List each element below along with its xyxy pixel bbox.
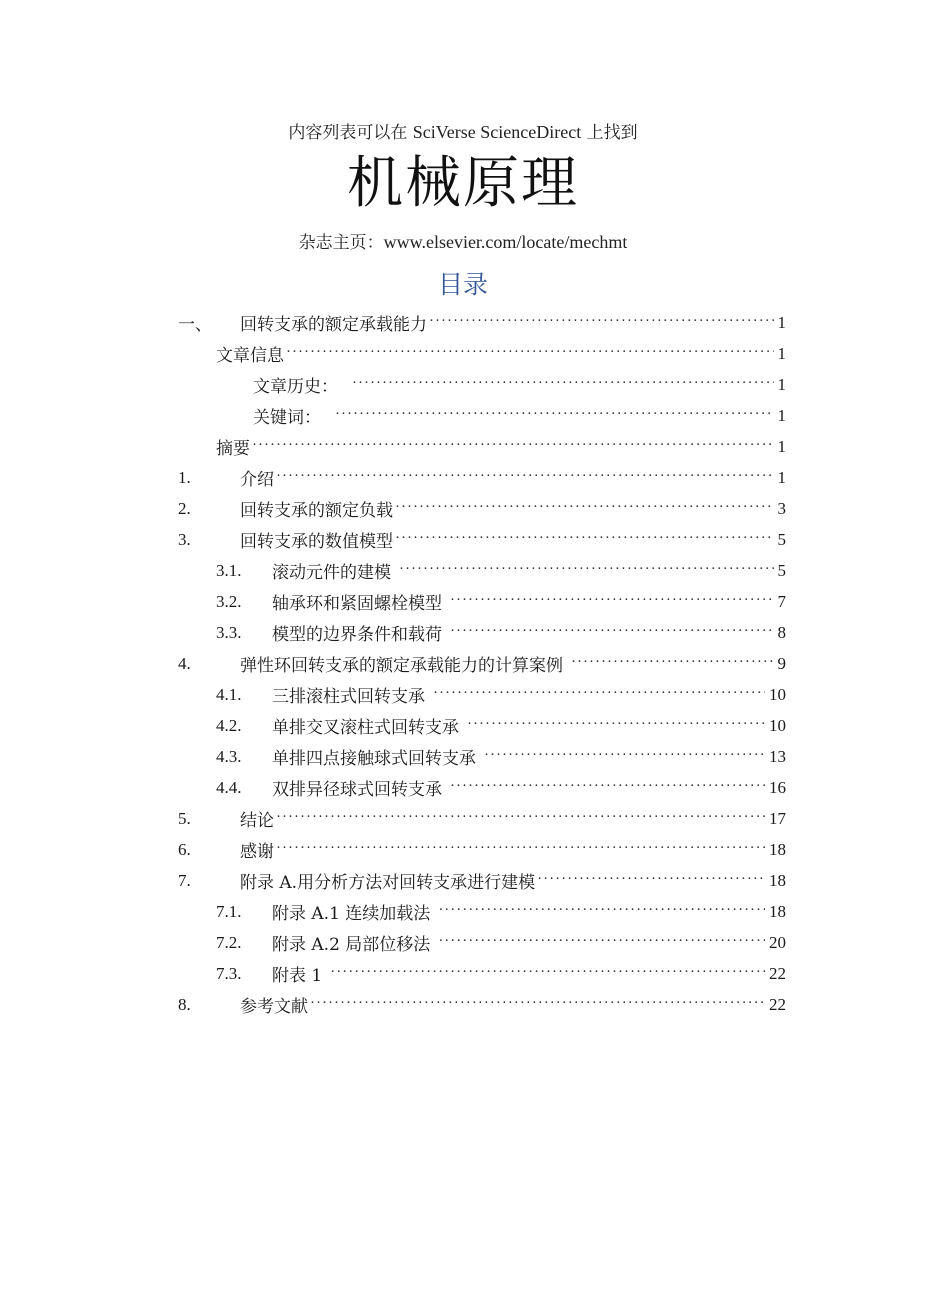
homepage-url[interactable]: www.elsevier.com/locate/mechmt xyxy=(383,232,628,252)
toc-entry-text: 弹性环回转支承的额定承载能力的计算案例 xyxy=(240,656,563,676)
toc-entry-page: 1 xyxy=(777,312,786,332)
toc-entry[interactable] xyxy=(216,927,786,958)
toc-entry-page: 5 xyxy=(777,529,786,549)
toc-leader-dots xyxy=(429,313,774,330)
toc-entry[interactable] xyxy=(216,710,786,741)
toc-entry[interactable] xyxy=(178,462,786,493)
toc-entry-number: 3. xyxy=(178,529,191,549)
toc-entry-page: 13 xyxy=(769,746,786,766)
toc-entry-text: 关键词： xyxy=(253,408,321,428)
toc-entry-page: 8 xyxy=(777,622,786,642)
toc-entry[interactable] xyxy=(216,896,786,927)
toc-leader-dots xyxy=(395,530,774,547)
toc-entry-text: 文章历史： xyxy=(253,377,338,397)
toc-entry[interactable] xyxy=(178,493,786,524)
toc-entry-text: 感谢 xyxy=(240,842,274,862)
toc-entry-number: 4. xyxy=(178,653,191,673)
toc-entry-number: 4.1. xyxy=(216,684,242,704)
toc-entry[interactable] xyxy=(253,400,786,431)
toc-leader-dots xyxy=(438,933,765,950)
toc-entry-page: 18 xyxy=(769,901,786,921)
toc-entry-text: 介绍 xyxy=(240,470,274,490)
toc-entry-page: 10 xyxy=(769,684,786,704)
toc-entry-number: 4.3. xyxy=(216,746,242,766)
availability-suffix: 上找到 xyxy=(586,123,638,143)
toc-title: 目录 xyxy=(437,270,488,299)
toc-leader-dots xyxy=(537,871,765,888)
toc-entry-page: 10 xyxy=(769,715,786,735)
toc-leader-dots xyxy=(335,406,774,423)
toc-entry-text: 结论 xyxy=(240,811,274,831)
availability-prefix: 内容列表可以在 xyxy=(288,123,408,143)
toc-leader-dots xyxy=(276,468,774,485)
toc-entry-number: 一、 xyxy=(178,315,212,334)
toc-leader-dots xyxy=(484,747,765,764)
toc-leader-dots xyxy=(286,344,774,361)
toc-entry-page: 7 xyxy=(777,591,786,611)
toc-entry-text: 单排交叉滚柱式回转支承 xyxy=(272,718,459,738)
toc-entry[interactable] xyxy=(178,307,786,338)
toc-entry[interactable] xyxy=(178,865,786,896)
toc-entry[interactable] xyxy=(216,617,786,648)
toc-entry-text: 轴承环和紧固螺栓模型 xyxy=(272,594,442,614)
toc-entry-page: 20 xyxy=(769,932,786,952)
toc-leader-dots xyxy=(438,902,765,919)
toc-entry-number: 7. xyxy=(178,870,191,890)
toc-entry[interactable] xyxy=(178,989,786,1020)
toc-leader-dots xyxy=(276,840,765,857)
toc-entry-number: 7.2. xyxy=(216,932,242,952)
toc-entry-number: 7.1. xyxy=(216,901,242,921)
toc-entry-number: 5. xyxy=(178,808,191,828)
toc-leader-dots xyxy=(399,561,774,578)
toc-entry-page: 18 xyxy=(769,839,786,859)
toc-leader-dots xyxy=(352,375,774,392)
toc-leader-dots xyxy=(310,995,765,1012)
toc-leader-dots xyxy=(330,964,765,981)
toc-entry-number: 3.3. xyxy=(216,622,242,642)
toc-entry-text: 附录 A.2 局部位移法 xyxy=(272,935,431,955)
toc-entry-text: 回转支承的数值模型 xyxy=(240,532,393,552)
toc-entry-text: 回转支承的额定负载 xyxy=(240,501,393,521)
homepage-label: 杂志主页： xyxy=(298,233,384,253)
toc-entry-text: 附录 A.用分析方法对回转支承进行建模 xyxy=(240,873,536,893)
toc-entry-number: 1. xyxy=(178,467,191,487)
toc-entry-number: 7.3. xyxy=(216,963,242,983)
toc-leader-dots xyxy=(571,654,774,671)
toc-leader-dots xyxy=(450,592,774,609)
availability-line xyxy=(0,118,926,143)
toc-entry-page: 3 xyxy=(777,498,786,518)
availability-source: SciVerse ScienceDirect xyxy=(412,122,582,142)
toc-entry-page: 1 xyxy=(777,467,786,487)
toc-entry-text: 附表 1 xyxy=(272,966,323,986)
toc-entry-number: 3.1. xyxy=(216,560,242,580)
toc-entry-text: 参考文献 xyxy=(240,997,308,1017)
toc-entry-page: 22 xyxy=(769,994,786,1014)
toc-entry-text: 摘要 xyxy=(216,439,250,459)
toc-entry-page: 1 xyxy=(777,436,786,456)
toc-entry[interactable] xyxy=(216,338,786,369)
toc-entry[interactable] xyxy=(216,679,786,710)
toc-entry-page: 1 xyxy=(777,374,786,394)
toc-leader-dots xyxy=(450,623,774,640)
toc-entry[interactable] xyxy=(178,524,786,555)
toc-entry[interactable] xyxy=(216,958,786,989)
toc-entry[interactable] xyxy=(253,369,786,400)
toc-entry[interactable] xyxy=(216,555,786,586)
toc-entry-number: 4.4. xyxy=(216,777,242,797)
toc-leader-dots xyxy=(467,716,765,733)
toc-entry-text: 附录 A.1 连续加载法 xyxy=(272,904,431,924)
toc-entry-page: 9 xyxy=(777,653,786,673)
journal-homepage-line xyxy=(0,228,926,253)
toc-entry-text: 文章信息 xyxy=(216,346,284,366)
toc-entry-number: 2. xyxy=(178,498,191,518)
toc-entry-page: 1 xyxy=(777,405,786,425)
toc-entry-page: 1 xyxy=(777,343,786,363)
toc-entry-page: 5 xyxy=(777,560,786,580)
toc-entry[interactable] xyxy=(216,772,786,803)
journal-title: 机械原理 xyxy=(347,151,579,216)
toc-leader-dots xyxy=(395,499,774,516)
toc-entry-number: 8. xyxy=(178,994,191,1014)
toc-entry-page: 16 xyxy=(769,777,786,797)
toc-leader-dots xyxy=(276,809,765,826)
toc-entry-text: 双排异径球式回转支承 xyxy=(272,780,442,800)
toc-entry-number: 6. xyxy=(178,839,191,859)
toc-entry-number: 4.2. xyxy=(216,715,242,735)
toc-entry-page: 18 xyxy=(769,870,786,890)
toc-entry[interactable] xyxy=(178,834,786,865)
toc-entry[interactable] xyxy=(178,648,786,679)
toc-entry-page: 22 xyxy=(769,963,786,983)
toc-entry-page: 17 xyxy=(769,808,786,828)
toc-entry-text: 三排滚柱式回转支承 xyxy=(272,687,425,707)
toc-entry-number: 3.2. xyxy=(216,591,242,611)
toc-entry-text: 模型的边界条件和载荷 xyxy=(272,625,442,645)
toc-entry-text: 回转支承的额定承载能力 xyxy=(240,315,427,335)
toc-entry[interactable] xyxy=(178,803,786,834)
toc-entry-text: 单排四点接触球式回转支承 xyxy=(272,749,476,769)
toc-entry[interactable] xyxy=(216,431,786,462)
toc-leader-dots xyxy=(433,685,765,702)
toc-entry-text: 滚动元件的建模 xyxy=(272,563,391,583)
toc-leader-dots xyxy=(252,437,774,454)
toc-entry[interactable] xyxy=(216,586,786,617)
toc-entry[interactable] xyxy=(216,741,786,772)
toc-leader-dots xyxy=(450,778,765,795)
